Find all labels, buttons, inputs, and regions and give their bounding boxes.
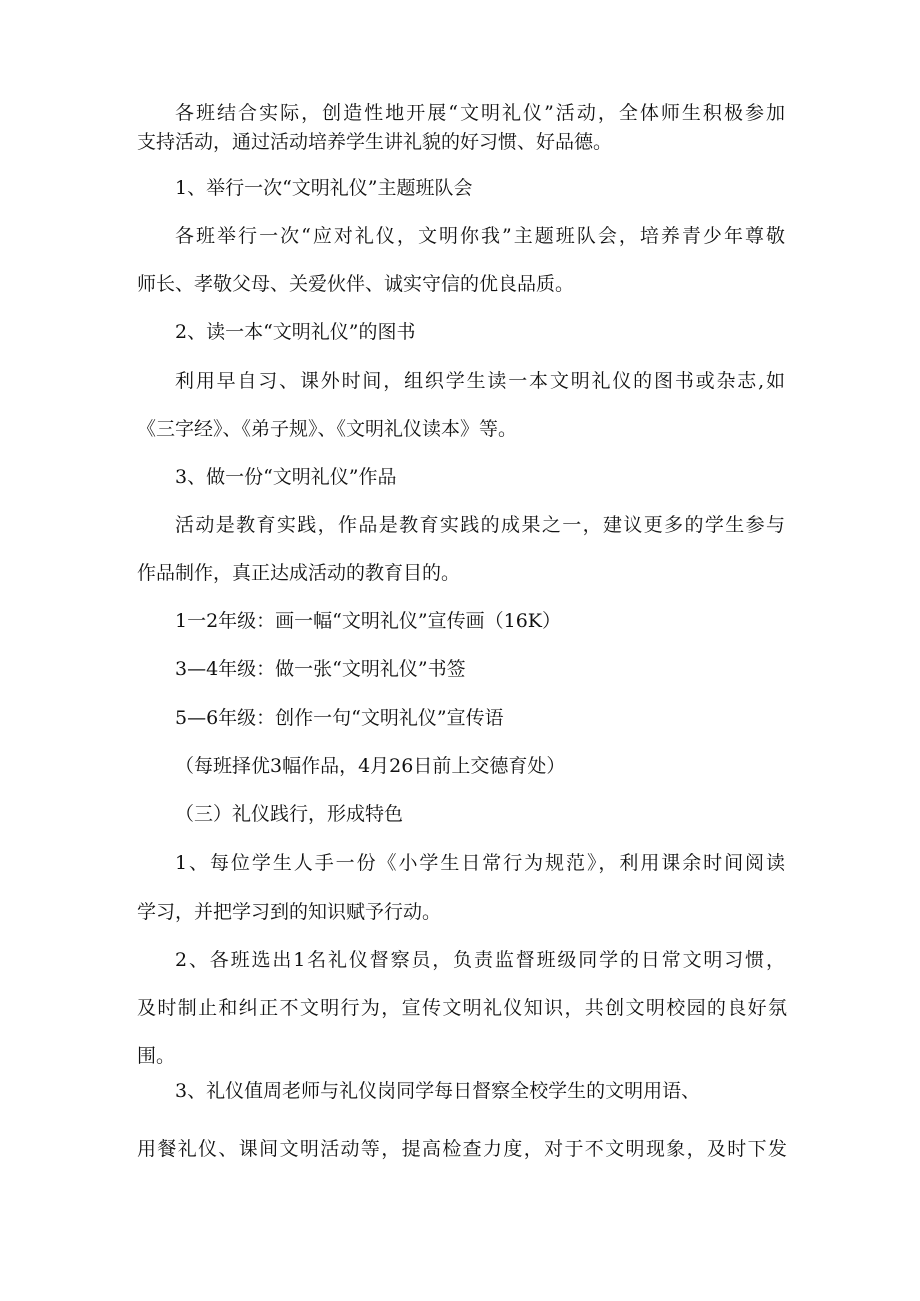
text-line: 3—4年级：做一张“文明礼仪”书签 <box>175 658 466 680</box>
text-line: 3、礼仪值周老师与礼仪岗同学每日督察全校学生的文明用语、 <box>175 1080 701 1102</box>
text-line: 2、读一本“文明礼仪”的图书 <box>175 321 416 343</box>
text-line: 支持活动，通过活动培养学生讲礼貌的好习惯、好品德。 <box>137 131 613 153</box>
text-line: 师长、孝敬父母、关爱伙伴、诚实守信的优良品质。 <box>137 273 575 295</box>
text-line: 利用早自习、课外时间，组织学生读一本文明礼仪的图书或杂志,如 <box>175 370 785 392</box>
text-line: 各班举行一次“应对礼仪，文明你我”主题班队会，培养青少年尊敬 <box>175 225 785 247</box>
text-line: 及时制止和纠正不文明行为，宣传文明礼仪知识，共创文明校园的良好氛 <box>137 997 787 1019</box>
text-line: 学习，并把学习到的知识赋予行动。 <box>137 901 442 923</box>
text-line: 活动是教育实践，作品是教育实践的成果之一，建议更多的学生参与 <box>175 514 785 536</box>
text-line: 用餐礼仪、课间文明活动等，提高检查力度，对于不文明现象，及时下发 <box>137 1138 787 1160</box>
text-line: 作品制作，真正达成活动的教育目的。 <box>137 562 461 584</box>
text-line: 《三字经》、《弟子规》、《文明礼仪读本》等。 <box>137 418 518 440</box>
text-line: （每班择优3幅作品，4月26日前上交德育处） <box>175 755 566 777</box>
text-line: 2、各班选出1名礼仪督察员，负责监督班级同学的日常文明习惯， <box>175 949 785 971</box>
text-line: 3、做一份“文明礼仪”作品 <box>175 466 397 488</box>
text-line: 各班结合实际，创造性地开展“文明礼仪”活动，全体师生积极参加 <box>175 102 785 124</box>
text-line: 1一2年级：画一幅“文明礼仪”宣传画（16K） <box>175 610 561 632</box>
text-line: 5—6年级：创作一句“文明礼仪”宣传语 <box>175 707 504 729</box>
text-line: （三）礼仪践行，形成特色 <box>175 803 404 825</box>
text-line: 围。 <box>137 1045 176 1067</box>
text-line: 1、举行一次“文明礼仪”主题班队会 <box>175 177 473 199</box>
text-line: 1、每位学生人手一份《小学生日常行为规范》，利用课余时间阅读 <box>175 852 785 874</box>
